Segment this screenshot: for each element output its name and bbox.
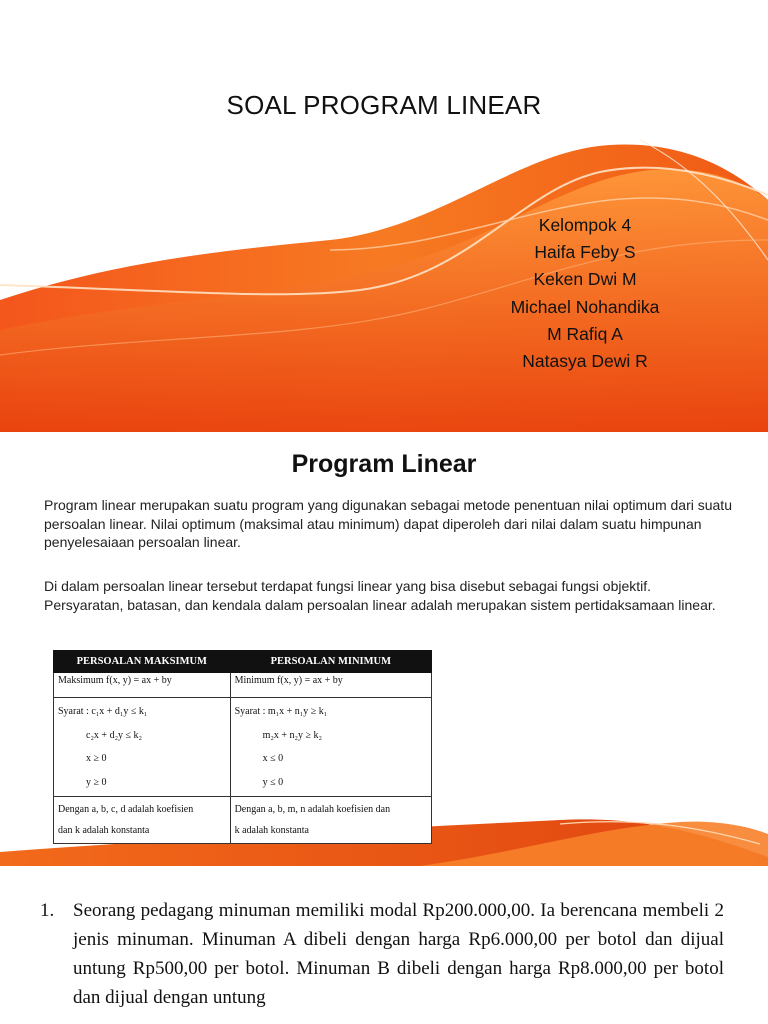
definition-paragraph: Program linear merupakan suatu program yang digunakan sebagai metode penentuan nilai optimum dari suatu persoalan linear. Nilai optimum (maksimal atau minimum) dapat diperoleh dari nilai dalam suatu himpunan penyelesaiaan persoalan linear. (44, 497, 732, 550)
linear-problem-table (53, 650, 432, 844)
member-name: Michael Nohandika (510, 296, 660, 317)
note-min (230, 797, 431, 844)
note-line: k adalah konstanta (234, 825, 309, 836)
note-line: Dengan a, b, m, n adalah koefisien dan (234, 804, 391, 815)
constraint-line: y ≥ 0 (86, 776, 107, 788)
note-max (54, 797, 231, 844)
slide-title: SOAL PROGRAM LINEAR (226, 90, 542, 120)
objective-max: Maksimum f(x, y) = ax + by (54, 673, 231, 698)
question-number: 1. (40, 900, 55, 921)
header-min: PERSOALAN MINIMUM (230, 651, 431, 673)
header-max: PERSOALAN MAKSIMUM (54, 651, 231, 673)
constraint-line: Syarat : c₁x + d₁y ≤ k₁ (58, 706, 148, 717)
constraint-line: y ≤ 0 (262, 776, 284, 788)
constraint-line: x ≤ 0 (262, 753, 284, 764)
question-item (40, 896, 724, 1012)
member-name: M Rafiq A (547, 323, 623, 344)
program-linear-slide (0, 432, 768, 866)
note-line: dan k adalah konstanta (58, 825, 150, 836)
constraint-line: c₂x + d₂y ≤ k₂ (86, 729, 143, 741)
slide-heading: Program Linear (291, 450, 477, 478)
objective-min: Minimum f(x, y) = ax + by (230, 673, 431, 698)
group-label: Kelompok 4 (538, 215, 632, 235)
constraint-line: x ≥ 0 (86, 753, 107, 764)
member-name: Keken Dwi M (533, 269, 637, 290)
title-slide (0, 0, 768, 432)
constraint-line: m₂x + n₂y ≥ k₂ (262, 729, 322, 741)
constraints-min (230, 698, 431, 797)
group-members-list (480, 212, 690, 375)
member-name: Natasya Dewi R (522, 351, 648, 372)
question-text: Seorang pedagang minuman memiliki modal Rp200.000,00. Ia berencana membeli 2 jenis minuman. Minuman A dibeli dengan harga Rp6.000,00 per botol dan dijual untung Rp500,00 per botol. Minuman B dibeli dengan harga Rp8.000,00 per botol dan dijual dengan untung (73, 900, 724, 1008)
member-name: Haifa Feby S (534, 242, 636, 263)
objective-paragraph: Di dalam persoalan linear tersebut terdapat fungsi linear yang bisa disebut sebagai fungsi objektif. Persyaratan, batasan, dan kendala dalam persoalan linear adalah merupakan sistem pertidaksamaan linear. (44, 578, 716, 613)
constraint-line: Syarat : m₁x + n₁y ≥ k₁ (234, 706, 328, 717)
note-line: Dengan a, b, c, d adalah koefisien (58, 804, 194, 815)
constraints-max (54, 698, 231, 797)
